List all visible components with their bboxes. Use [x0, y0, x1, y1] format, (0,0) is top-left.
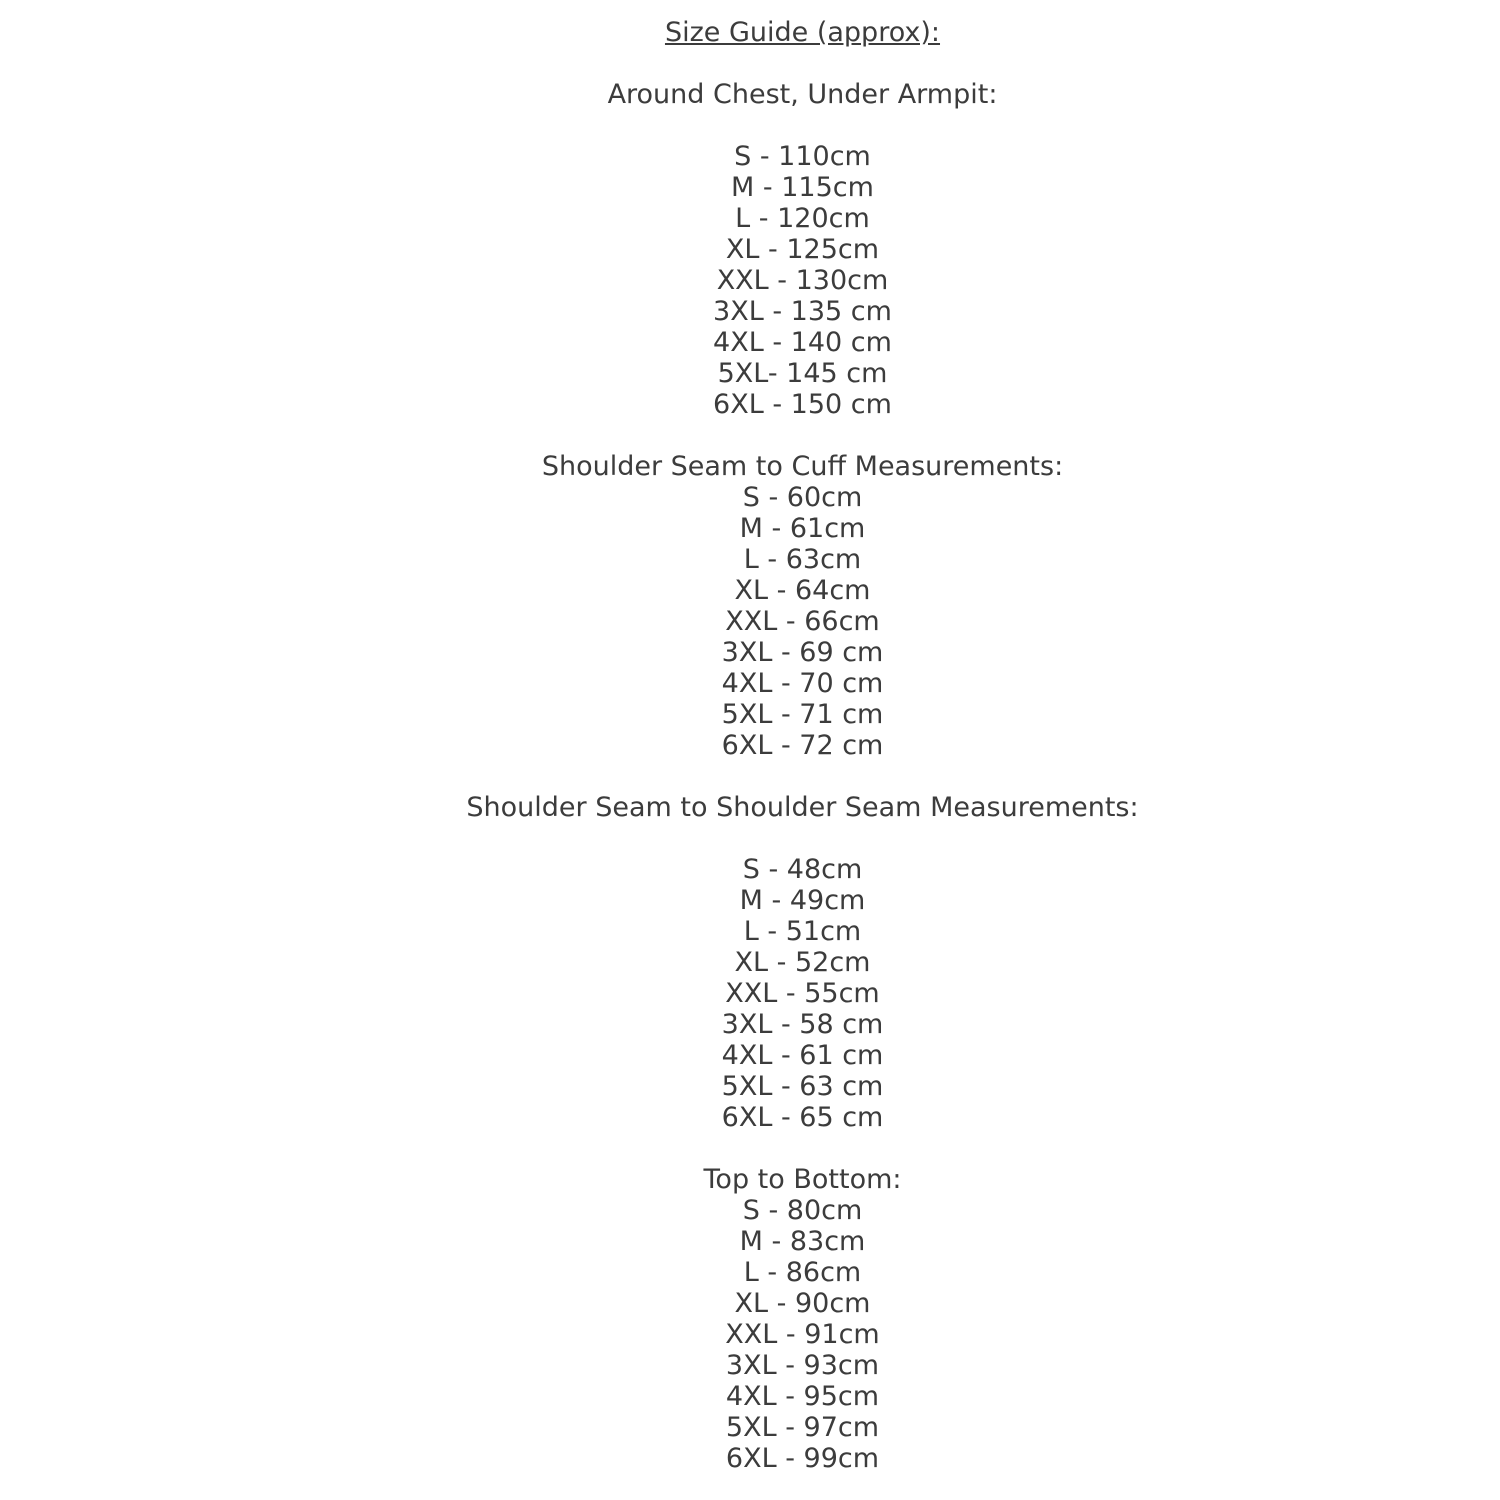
size-row: 5XL - 63 cm [721, 1071, 884, 1102]
section-heading: Around Chest, Under Armpit: [607, 79, 998, 110]
size-sections [105, 79, 1500, 1474]
size-row: M - 83cm [739, 1226, 866, 1257]
size-row: 3XL - 69 cm [721, 637, 884, 668]
size-list [105, 854, 1500, 1133]
size-row: 5XL - 71 cm [721, 699, 884, 730]
size-row: S - 80cm [742, 1195, 863, 1226]
size-row: 5XL - 97cm [725, 1412, 880, 1443]
size-row: 4XL - 95cm [725, 1381, 880, 1412]
size-row: XL - 125cm [725, 234, 880, 265]
size-list [105, 482, 1500, 761]
size-row: 4XL - 70 cm [721, 668, 884, 699]
size-section [105, 1164, 1500, 1474]
size-row: XL - 90cm [734, 1288, 871, 1319]
size-row: L - 86cm [743, 1257, 862, 1288]
size-section [105, 79, 1500, 420]
size-section [105, 451, 1500, 761]
size-row: 3XL - 93cm [725, 1350, 880, 1381]
size-list [105, 141, 1500, 420]
size-row: XXL - 55cm [725, 978, 880, 1009]
size-row: L - 120cm [735, 203, 870, 234]
size-row: XL - 64cm [734, 575, 871, 606]
size-row: L - 51cm [743, 916, 862, 947]
size-row: 6XL - 65 cm [721, 1102, 884, 1133]
section-heading: Top to Bottom: [703, 1164, 902, 1195]
size-row: 6XL - 72 cm [721, 730, 884, 761]
size-row: XXL - 91cm [725, 1319, 880, 1350]
size-row: 5XL- 145 cm [717, 358, 888, 389]
size-row: M - 49cm [739, 885, 866, 916]
page-title: Size Guide (approx): [664, 17, 941, 48]
size-row: 6XL - 99cm [725, 1443, 880, 1474]
size-row: XXL - 130cm [716, 265, 889, 296]
size-list [105, 1195, 1500, 1474]
size-row: M - 61cm [739, 513, 866, 544]
size-row: XL - 52cm [734, 947, 871, 978]
size-row: 6XL - 150 cm [713, 389, 892, 420]
size-row: XXL - 66cm [725, 606, 880, 637]
size-row: M - 115cm [731, 172, 874, 203]
section-heading: Shoulder Seam to Shoulder Seam Measurements: [466, 792, 1139, 823]
size-row: 3XL - 135 cm [713, 296, 892, 327]
size-row: 3XL - 58 cm [721, 1009, 884, 1040]
size-row: S - 48cm [742, 854, 863, 885]
size-row: S - 60cm [742, 482, 863, 513]
section-heading: Shoulder Seam to Cuff Measurements: [541, 451, 1064, 482]
size-row: L - 63cm [743, 544, 862, 575]
size-row: 4XL - 140 cm [713, 327, 892, 358]
size-row: S - 110cm [734, 141, 871, 172]
size-section [105, 792, 1500, 1133]
size-row: 4XL - 61 cm [721, 1040, 884, 1071]
